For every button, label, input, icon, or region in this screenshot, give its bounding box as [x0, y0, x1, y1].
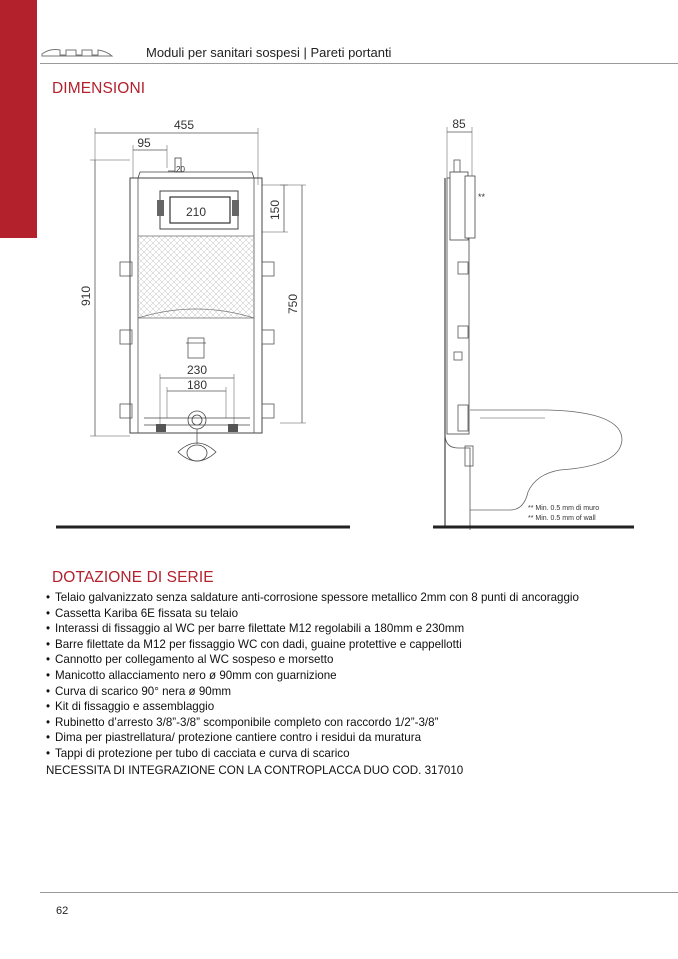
- page-header-title: Moduli per sanitari sospesi | Pareti portanti: [146, 45, 392, 60]
- dim-85: 85: [452, 117, 466, 131]
- dimensions-title: DIMENSIONI: [52, 80, 146, 97]
- list-item: • Interassi di fissaggio al WC per barre filettate M12 regolabili a 180mm e 230mm: [46, 622, 465, 636]
- dim-910: 910: [79, 285, 93, 307]
- front-view: [56, 128, 350, 527]
- page-number: 62: [56, 905, 69, 917]
- footer-divider: [40, 892, 678, 893]
- list-item: • Cannotto per collegamento al WC sospeso e morsetto: [46, 653, 334, 667]
- list-item: • Rubinetto d’arresto 3/8”-3/8” scomponibile completo con raccordo 1/2”-3/8”: [46, 715, 439, 729]
- list-item: • Curva di scarico 90° nera ø 90mm: [46, 684, 232, 698]
- dim-180: 180: [186, 378, 208, 392]
- wall-note-en: ** Min. 0.5 mm of wall: [528, 515, 596, 522]
- dim-95: 95: [137, 136, 151, 150]
- supply-list: [46, 590, 579, 762]
- list-item: • Tappi di protezione per tubo di cacciata e curva di scarico: [46, 746, 350, 760]
- dim-455: 455: [173, 118, 195, 132]
- list-item: • Telaio galvanizzato senza saldature anti-corrosione spessore metallico 2mm con 8 punti di ancoraggio: [46, 591, 579, 604]
- supply-title: DOTAZIONE DI SERIE: [52, 569, 214, 586]
- dim-20: 20: [176, 165, 185, 174]
- list-item: • Barre filettate da M12 per fissaggio WC con dadi, guaine protettive e cappellotti: [46, 637, 462, 651]
- integration-note: NECESSITA DI INTEGRAZIONE CON LA CONTROPLACCA DUO COD. 317010: [46, 764, 464, 777]
- double-star-mark: **: [478, 192, 486, 202]
- dim-150: 150: [268, 199, 282, 221]
- dim-230: 230: [186, 363, 208, 377]
- dim-750: 750: [286, 293, 300, 315]
- list-item: • Manicotto allacciamento nero ø 90mm con guarnizione: [46, 668, 337, 682]
- wall-note-it: ** Min. 0.5 mm di muro: [528, 505, 600, 512]
- dim-210: 210: [185, 205, 207, 219]
- list-item: • Kit di fissaggio e assemblaggio: [46, 700, 215, 714]
- list-item: • Cassetta Kariba 6E fissata su telaio: [46, 606, 239, 620]
- side-view: [433, 127, 634, 530]
- list-item: • Dima per piastrellatura/ protezione cantiere contro i residui da muratura: [46, 731, 422, 745]
